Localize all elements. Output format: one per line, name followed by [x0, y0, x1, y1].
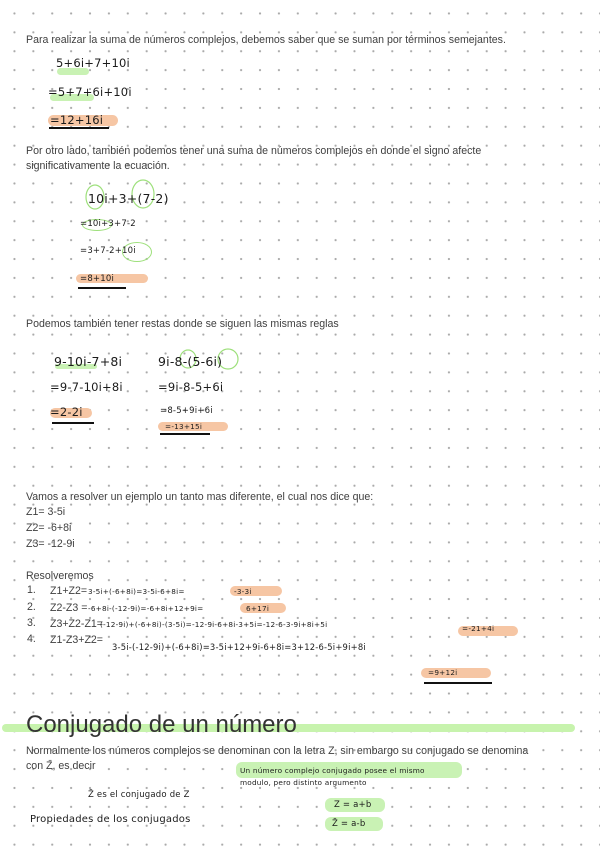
handwritten-ex2-line4: =8+10i — [80, 274, 115, 284]
problem-3-answer: =-21+4i — [462, 624, 495, 633]
problem-2-label: Z2-Z3 = — [50, 602, 88, 614]
handwritten-ex3b-line1: 9i-8-(5-6i) — [158, 354, 223, 369]
definition-z3: Z3= -12-9i — [26, 538, 75, 550]
definition-z1: Z1= 3-5i — [26, 506, 66, 518]
problem-2-number: 2. — [27, 601, 36, 613]
handwritten-ex3a-line2: =9-7-10i+8i — [50, 380, 123, 394]
problem-4-work: 3-5i-(-12-9i)+(-6+8i)=3-5i+12+9i-6+8i=3+12-6-5i+9i+8i — [112, 642, 366, 652]
underline — [78, 287, 126, 289]
handwritten-ex3a-line3: =2-2i — [50, 405, 83, 419]
resolveremos-label: Resolveremos — [26, 570, 94, 582]
handwritten-ex1-line2: =5+7+6i+10i — [48, 85, 132, 99]
handwritten-ex1-line1: 5+6i+7+10i — [56, 56, 130, 70]
underline — [52, 422, 94, 424]
intro-paragraph: Para realizar la suma de números complejos, debemos saber que se suman por términos semejantes. — [26, 34, 506, 46]
problem-3-label: Z3+Z2-Z1= — [50, 618, 103, 630]
propiedades-label: Propiedades de los conjugados — [30, 814, 191, 825]
handwritten-ex3b-line3: =8-5+9i+6i — [160, 406, 213, 416]
formula-z-conjugate: Z̄ = a-b — [332, 819, 366, 829]
problem-3-work: (-12-9i)+(-6+8i)-(3-5i)=-12-9i-6+8i-3+5i=-12-6-3-9i+8i+5i — [100, 620, 328, 629]
paragraph-signo: Por otro lado, también podemos tener una suma de números complejos en donde el signo afecte significativamente la ecuación. — [26, 145, 482, 172]
handwritten-ex2-line3: =3+7-2+10i — [80, 246, 136, 256]
problem-4-answer: =9+12i — [428, 668, 458, 677]
handwritten-ex3a-line1: 9-10i-7+8i — [54, 354, 123, 369]
paragraph-conjugado: Normalmente los números complejos se denominan con la letra Z, sin embargo su conjugado se denomina con Z̄, es decir — [26, 745, 529, 772]
underline — [424, 682, 492, 684]
problem-4-number: 4. — [27, 633, 36, 645]
formula-z: Z = a+b — [334, 800, 372, 810]
side-note: Un número complejo conjugado posee el mismo modulo, pero distinto argumento — [240, 766, 425, 787]
problem-3-number: 3. — [27, 617, 36, 629]
problem-4-label: Z1-Z3+Z2= — [50, 634, 103, 646]
underline — [160, 433, 210, 435]
handwritten-ex3b-line4: =-13+15i — [165, 422, 203, 431]
handwritten-ex2-line2: =10i+3+7-2 — [80, 219, 136, 229]
problem-2-answer: 6+17i — [246, 604, 270, 613]
section-heading: Conjugado de un número — [26, 711, 297, 738]
problem-2-work: -6+8i-(-12-9i)=-6+8i+12+9i= — [88, 604, 204, 613]
problem-1-work: 3-5i+(-6+8i)=3-5i-6+8i= — [88, 587, 185, 596]
definition-z2: Z2= -6+8i — [26, 522, 72, 534]
handwritten-ex3b-line2: =9i-8-5+6i — [158, 380, 224, 394]
problem-1-answer: -3-3i — [234, 587, 252, 596]
handwritten-ex1-line3: =12+16i — [50, 113, 104, 127]
underline — [49, 127, 109, 129]
handwritten-ex2-line1: 10i+3+(7-2) — [88, 191, 169, 206]
paragraph-restas: Podemos también tener restas donde se siguen las mismas reglas — [26, 318, 339, 330]
paragraph-ejemplo: Vamos a resolver un ejemplo un tanto mas diferente, el cual nos dice que: — [26, 491, 374, 503]
problem-1-number: 1. — [27, 584, 36, 596]
problem-1-label: Z1+Z2= — [50, 585, 88, 597]
conjugate-note: Z̄ es el conjugado de Z — [88, 790, 190, 800]
